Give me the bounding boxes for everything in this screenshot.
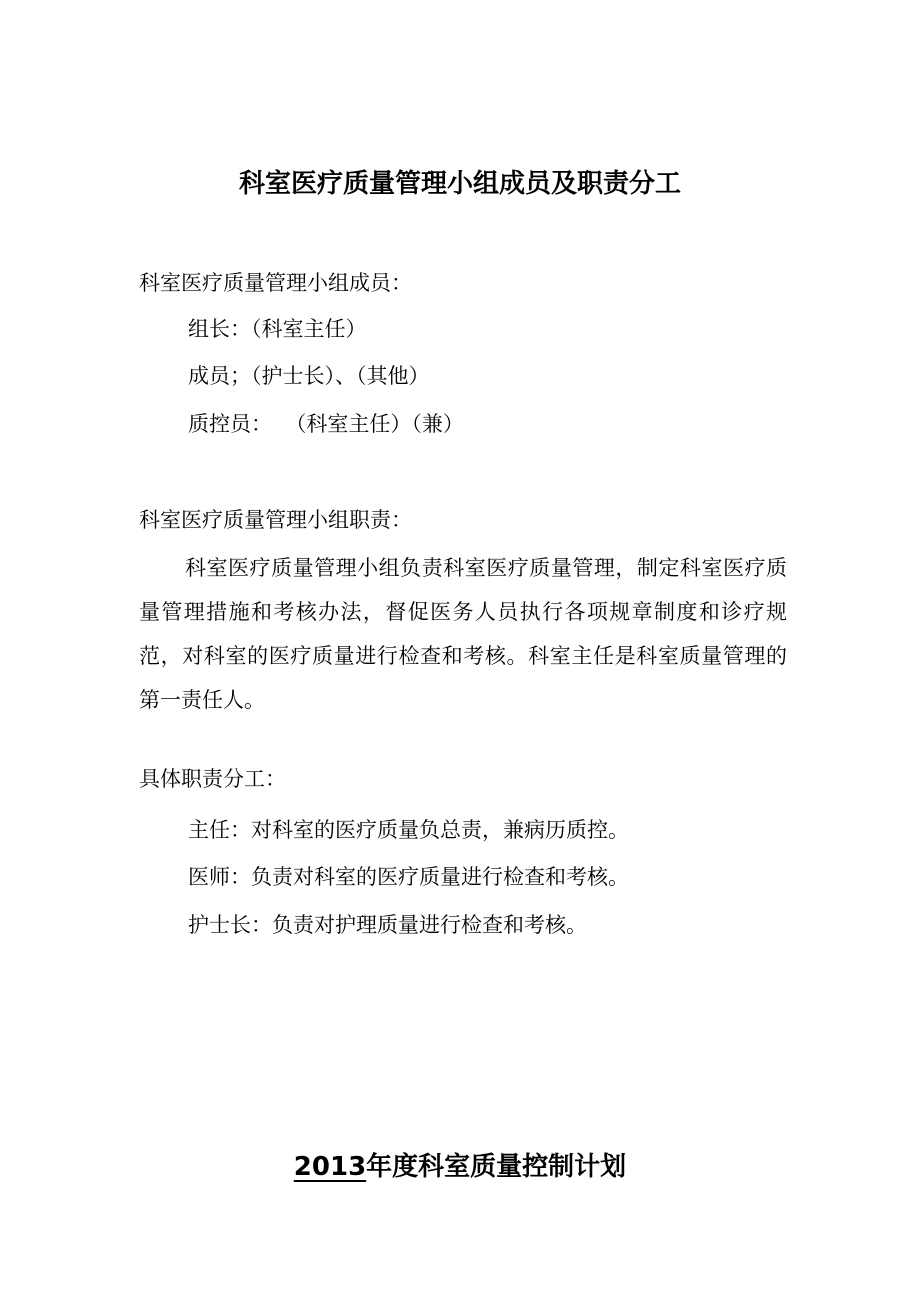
assignment-head-nurse: 护士长：负责对护理质量进行检查和考核。	[188, 913, 587, 937]
member-leader: 组长：（科室主任）	[188, 317, 367, 341]
plan-title	[0, 1149, 920, 1185]
assignment-director: 主任：对科室的医疗质量负总责，兼病历质控。	[188, 818, 629, 842]
document-title: 科室医疗质量管理小组成员及职责分工	[238, 169, 681, 199]
member-quality-controller: 质控员： （科室主任）（兼）	[188, 412, 464, 436]
assignments-heading: 具体职责分工：	[139, 767, 286, 791]
members-heading: 科室医疗质量管理小组成员：	[139, 271, 412, 295]
duties-heading: 科室医疗质量管理小组职责：	[139, 508, 412, 532]
plan-title-text: 年度科室质量控制计划	[366, 1152, 627, 1182]
duties-paragraph: 科室医疗质量管理小组负责科室医疗质量管理，制定科室医疗质量管理措施和考核办法，督促医务人员执行各项规章制度和诊疗规范，对科室的医疗质量进行检查和考核。科室主任是科室质量管理的第一责任人。	[139, 556, 787, 712]
member-list: 成员；（护士长）、（其他）	[188, 364, 430, 388]
assignment-physician: 医师：负责对科室的医疗质量进行检查和考核。	[188, 865, 629, 889]
plan-title-year: 2013	[293, 1152, 367, 1182]
